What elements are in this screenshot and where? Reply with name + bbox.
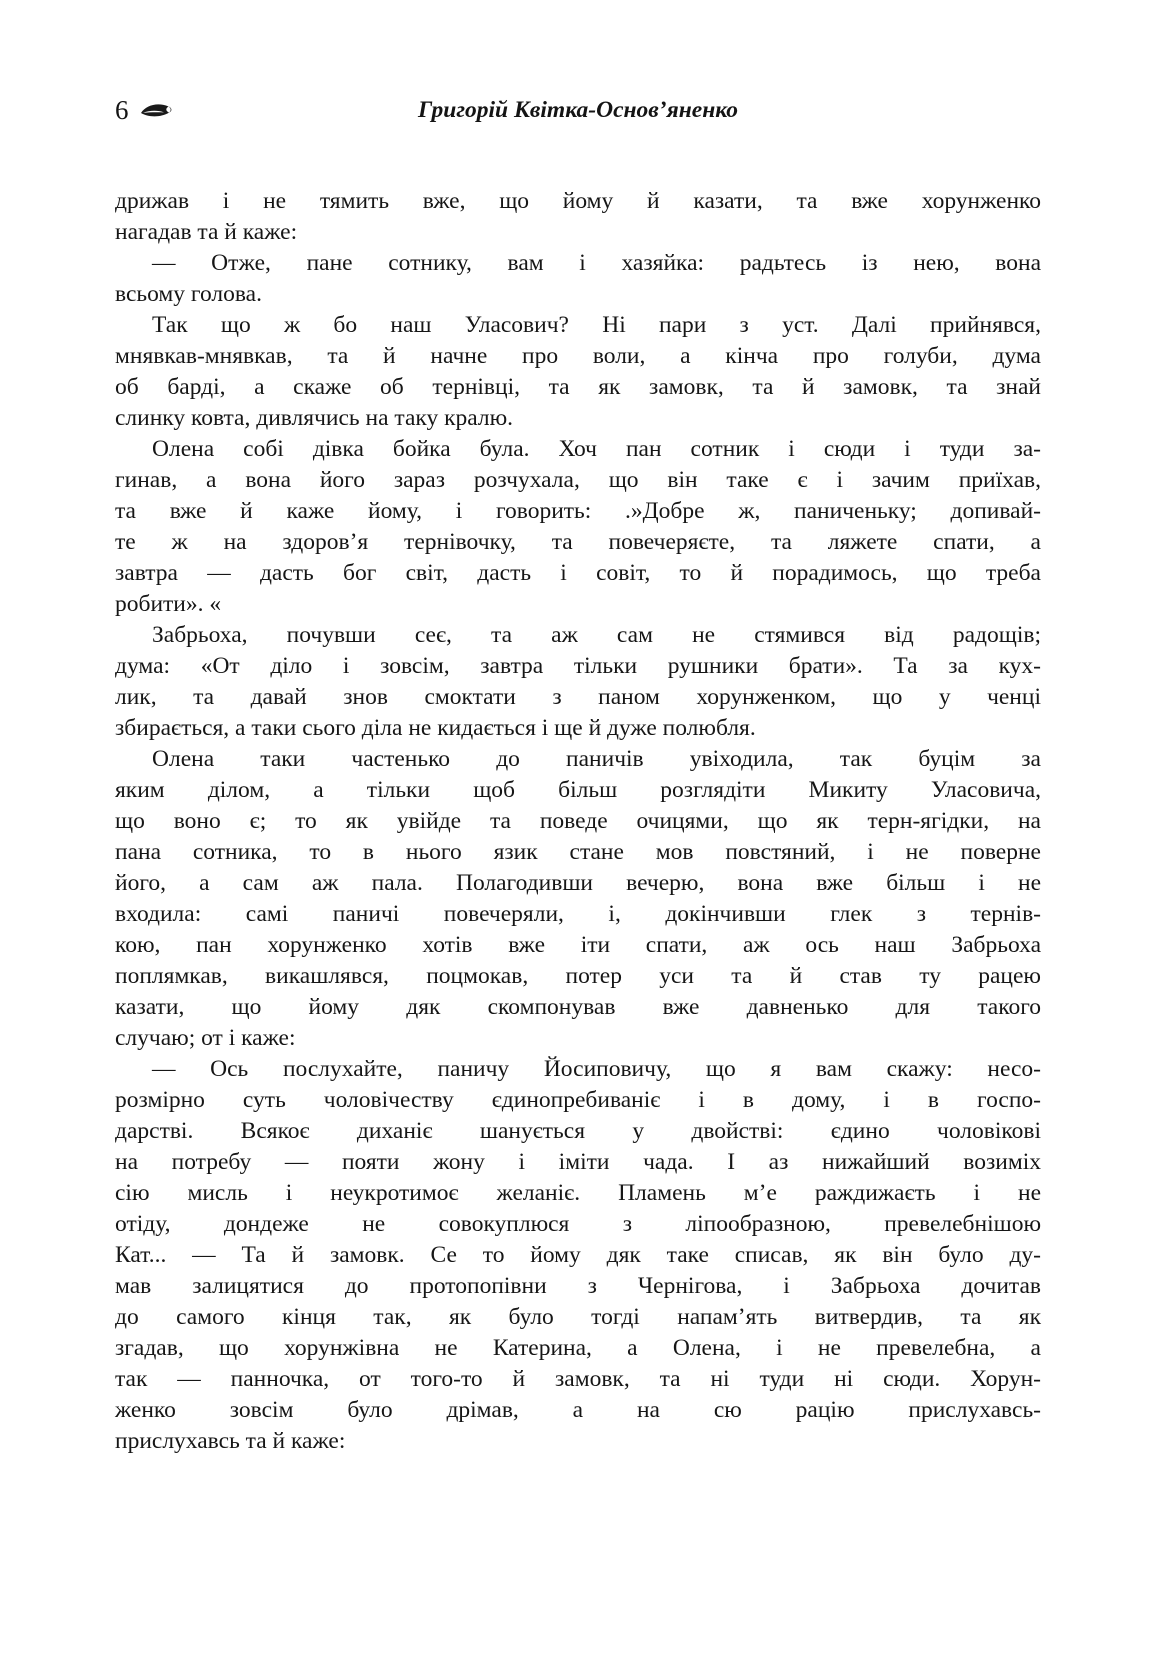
- text-line: мав залицятися до протопопівни з Чернігова, і Забрьоха дочитав: [115, 1273, 1041, 1299]
- text-line: дрижав і не тямить вже, що йому й казати, та вже хорунженко: [115, 188, 1041, 214]
- text-line: — Отже, пане сотнику, вам і хазяйка: радьтесь із нею, вона: [152, 250, 1041, 276]
- text-line: розмірно суть чоловічеству єдинопребиваніє і в дому, і в госпо-: [115, 1087, 1041, 1113]
- running-title: Григорій Квітка-Основ’яненко: [417, 97, 739, 123]
- text-line: яким ділом, а тільки щоб більш розглядіти Микиту Уласовича,: [115, 777, 1041, 803]
- paragraph: [115, 186, 1041, 248]
- text-line: збирається, а таки сього діла не кидається і ще й дуже полюбля.: [115, 715, 756, 741]
- paragraph: [115, 744, 1041, 1054]
- text-line: случаю; от і каже:: [115, 1025, 296, 1051]
- text-line: кою, пан хорунженко хотів вже іти спати, аж ось наш Забрьоха: [115, 932, 1041, 958]
- text-line: прислухавсь та й каже:: [115, 1428, 346, 1454]
- page-header: [115, 94, 1041, 128]
- text-line: нагадав та й каже:: [115, 219, 298, 245]
- text-line: Забрьоха, почувши сеє, та аж сам не стямився від радощів;: [152, 622, 1041, 648]
- text-line: об барді, а скаже об тернівці, та як замовк, та й замовк, та знай: [115, 374, 1041, 400]
- paragraph: [115, 248, 1041, 310]
- text-line: Так що ж бо наш Уласович? Ні пари з уст. Далі прийнявся,: [152, 312, 1041, 338]
- text-line: — Ось послухайте, паничу Йосиповичу, що я вам скажу: несо-: [152, 1056, 1041, 1082]
- text-line: всьому голова.: [115, 281, 262, 307]
- text-line: Олена таки частенько до паничів увіходила, так буцім за: [152, 746, 1041, 772]
- fleuron-icon: [139, 102, 173, 125]
- text-line: дума: «От діло і зовсім, завтра тільки рушники брати». Та за кух-: [115, 653, 1041, 679]
- text-line: сію мисль і неукротимоє желаніє. Пламень м’е раждижаєть і не: [115, 1180, 1041, 1206]
- text-line: отіду, дондеже не совокуплюся з ліпообразною, превелебнішою: [115, 1211, 1041, 1237]
- text-line: лик, та давай знов смоктати з паном хорунженком, що у ченці: [115, 684, 1041, 710]
- paragraph: [115, 1054, 1041, 1457]
- text-line: дарстві. Всякоє диханіє шанується у двойстві: єдино чоловікові: [115, 1118, 1041, 1144]
- text-line: згадав, що хорунжівна не Катерина, а Олена, і не превелебна, а: [115, 1335, 1041, 1361]
- text-line: на потребу — пояти жону і іміти чада. І аз нижайший возиміх: [115, 1149, 1041, 1175]
- paragraph: [115, 620, 1041, 744]
- text-line: його, а сам аж пала. Полагодивши вечерю, вона вже більш і не: [115, 870, 1041, 896]
- text-line: входила: самі паничі повечеряли, і, докінчивши глек з тернів-: [115, 901, 1041, 927]
- text-line: що воно є; то як увійде та поведе очицями, що як терн-ягідки, на: [115, 808, 1041, 834]
- text-line: мнявкав-мнявкав, та й начне про воли, а кінча про голуби, дума: [115, 343, 1041, 369]
- text-line: завтра — дасть бог світ, дасть і совіт, то й порадимось, що треба: [115, 560, 1041, 586]
- text-line: гинав, а вона його зараз розчухала, що він таке є і зачим приїхав,: [115, 467, 1041, 493]
- text-line: Кат... — Та й замовк. Се то йому дяк таке списав, як він було ду-: [115, 1242, 1041, 1268]
- text-line: те ж на здоров’я тернівочку, та повечеряєте, та ляжете спати, а: [115, 529, 1041, 555]
- text-line: слинку ковта, дивлячись на таку кралю.: [115, 405, 514, 431]
- paragraph: [115, 434, 1041, 620]
- text-line: та вже й каже йому, і говорить: .»Добре ж, паниченьку; допивай-: [115, 498, 1041, 524]
- folio: [115, 94, 173, 126]
- text-line: до самого кінця так, як було тогді напам’ять витвердив, та як: [115, 1304, 1041, 1330]
- text-line: казати, що йому дяк скомпонував вже давненько для такого: [115, 994, 1041, 1020]
- text-line: робити». «: [115, 591, 222, 617]
- text-block: [115, 186, 1041, 1457]
- text-line: поплямкав, викашлявся, поцмокав, потер уси та й став ту рацею: [115, 963, 1041, 989]
- text-line: Олена собі дівка бойка була. Хоч пан сотник і сюди і туди за-: [152, 436, 1041, 462]
- text-line: пана сотника, то в нього язик стане мов повстяний, і не поверне: [115, 839, 1041, 865]
- text-line: женко зовсім було дрімав, а на сю рацію прислухавсь-: [115, 1397, 1041, 1423]
- page-number: 6: [115, 95, 129, 125]
- text-line: так — панночка, от того-то й замовк, та ні туди ні сюди. Хорун-: [115, 1366, 1041, 1392]
- paragraph: [115, 310, 1041, 434]
